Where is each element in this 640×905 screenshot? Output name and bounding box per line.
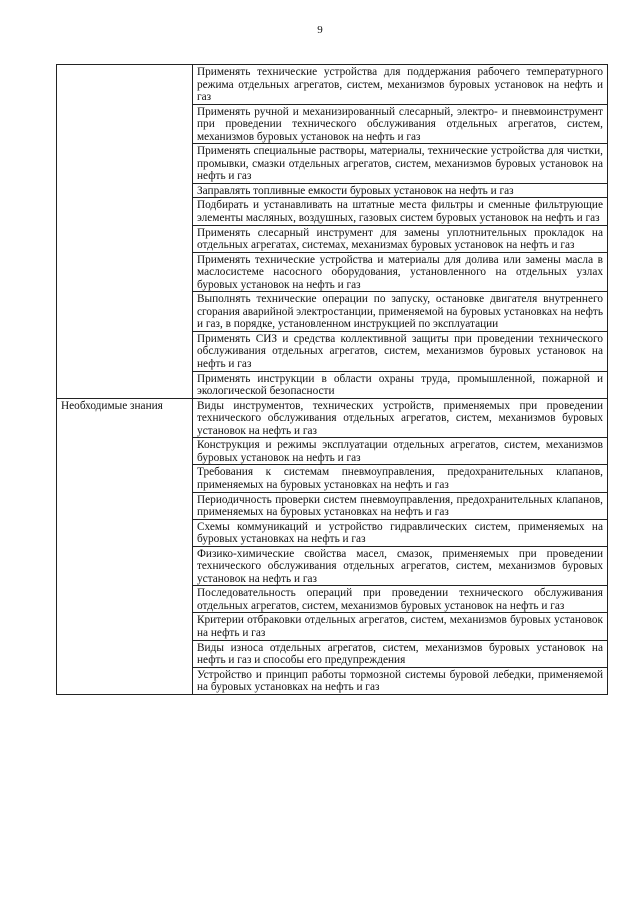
table-cell: Подбирать и устанавливать на штатные места фильтры и сменные фильтрующие элементы масляных, воздушных, газовых систем буровых установок на нефть и газ	[193, 198, 608, 225]
table-cell: Выполнять технические операции по запуску, остановке двигателя внутреннего сгорания аварийной электростанции, применяемой на буровых установках на нефть и газ, в порядке, установленном инструкцией по эксплуатации	[193, 292, 608, 332]
table-cell: Применять ручной и механизированный слесарный, электро- и пневмоинструмент при проведении технического обслуживания отдельных агрегатов, систем, механизмов буровых установок на нефть и газ	[193, 104, 608, 144]
competency-table-body	[57, 65, 608, 695]
table-cell: Применять СИЗ и средства коллективной защиты при проведении технического обслуживания отдельных агрегатов, систем, механизмов буровых установок на нефть и газ	[193, 331, 608, 371]
section-label	[57, 65, 193, 399]
table-cell: Виды износа отдельных агрегатов, систем, механизмов буровых установок на нефть и газ и способы его предупреждения	[193, 640, 608, 667]
table-row	[57, 398, 608, 438]
table-cell: Критерии отбраковки отдельных агрегатов, систем, механизмов буровых установок на нефть и газ	[193, 613, 608, 640]
competency-table	[56, 64, 608, 695]
table-row	[57, 65, 608, 105]
table-cell: Применять слесарный инструмент для замены уплотнительных прокладок на отдельных агрегатах, системах, механизмах буровых установок на нефть и газ	[193, 225, 608, 252]
table-cell: Конструкция и режимы эксплуатации отдельных агрегатов, систем, механизмов буровых установок на нефть и газ	[193, 438, 608, 465]
table-cell: Виды инструментов, технических устройств, применяемых при проведении технического обслуживания отдельных агрегатов, систем, механизмов буровых установок на нефть и газ	[193, 398, 608, 438]
table-cell: Устройство и принцип работы тормозной системы буровой лебедки, применяемой на буровых установках на нефть и газ	[193, 667, 608, 694]
table-cell: Применять инструкции в области охраны труда, промышленной, пожарной и экологической безопасности	[193, 371, 608, 398]
table-cell: Заправлять топливные емкости буровых установок на нефть и газ	[193, 183, 608, 198]
table-cell: Периодичность проверки систем пневмоуправления, предохранительных клапанов, применяемых на буровых установках на нефть и газ	[193, 492, 608, 519]
table-cell: Применять специальные растворы, материалы, технические устройства для чистки, промывки, смазки отдельных агрегатов, систем, механизмов буровых установок на нефть и газ	[193, 144, 608, 184]
table-cell: Применять технические устройства для поддержания рабочего температурного режима отдельных агрегатов, систем, механизмов буровых установок на нефть и газ	[193, 65, 608, 105]
table-cell: Применять технические устройства и материалы для долива или замены масла в маслосистеме насосного оборудования, установленного на отдельных узлах буровых установок на нефть и газ	[193, 252, 608, 292]
table-cell: Последовательность операций при проведении технического обслуживания отдельных агрегатов, систем, механизмов буровых установок на нефть и газ	[193, 586, 608, 613]
table-cell: Требования к системам пневмоуправления, предохранительных клапанов, применяемых на буровых установках на нефть и газ	[193, 465, 608, 492]
table-cell: Схемы коммуникаций и устройство гидравлических систем, применяемых на буровых установках на нефть и газ	[193, 519, 608, 546]
page-number: 9	[317, 24, 323, 36]
section-label: Необходимые знания	[57, 398, 193, 694]
table-cell: Физико-химические свойства масел, смазок, применяемых при проведении технического обслуживания отдельных агрегатов, систем, механизмов буровых установок на нефть и газ	[193, 546, 608, 586]
